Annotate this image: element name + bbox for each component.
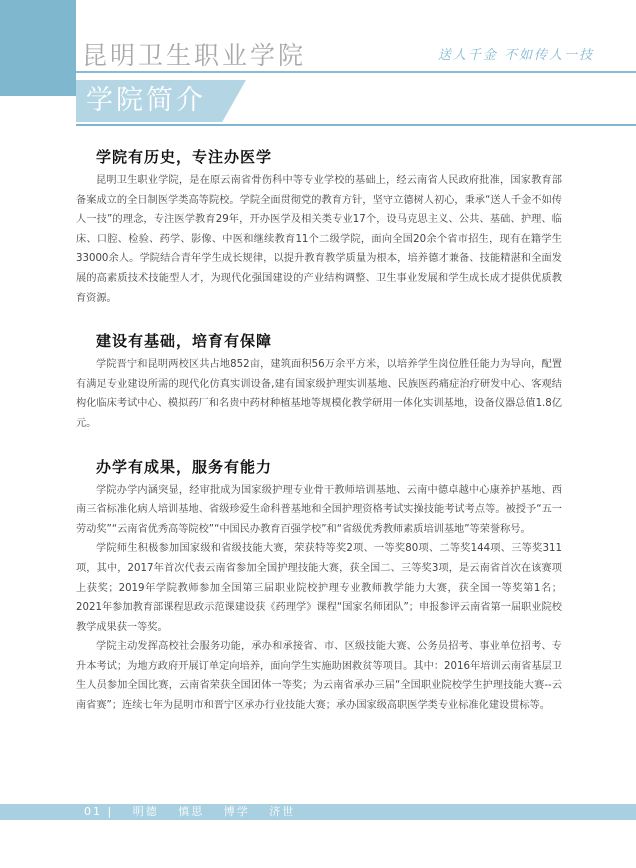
footer-word: 济世 (269, 805, 296, 818)
section-history (76, 146, 562, 308)
section-heading: 学院有历史，专注办医学 (96, 148, 273, 166)
section-facilities (76, 330, 562, 433)
footer-word: 博学 (223, 805, 250, 818)
section-paragraph: 学院主动发挥高校社会服务功能，承办和承接省、市、区级技能大赛、公务员招考、事业单位招考、专升本考试；为地方政府开展订单定向培养，面向学生实施助困救贫等项目。其中：2016年培训云南省基层卫生人员参加全国比赛，云南省荣获全国团体一等奖；为云南省承办三届“全国职业院校学生护理技能大赛--云南省赛”；连续七年为昆明市和晋宁区承办行业技能大赛；承办国家级高职医学类专业标准化建设贯标等。 (76, 641, 562, 712)
footer (84, 804, 309, 820)
section-paragraph: 学院办学内涵突显，经审批成为国家级护理专业骨干教师培训基地、云南中德卓越中心康养护基地、西南三省标准化病人培训基地、省级珍爱生命科普基地和全国护理资格考试实操技能考试考点等。被授予“五一劳动奖”“云南省优秀高等院校”“中国民办教育百强学校”和“省级优秀教师素质培训基地”等荣誉称号。 (76, 484, 562, 535)
section-paragraph: 学院师生积极参加国家级和省级技能大赛，荣获特等奖2项、一等奖80项、二等奖144项、三等奖311项，其中，2017年首次代表云南省参加全国护理技能大赛，获全国二、三等奖3项，是云南省首次在该赛项上获奖；2019年学院教师参加全国第三届职业院校护理专业教师教学能力大赛，获全国一等奖第1名；2021年参加教育部课程思政示范课建设获《药理学》课程“国家名师团队”；申报参评云南省第一届职业院校教学成果获一等奖。 (76, 543, 562, 633)
corner-accent-block (0, 0, 76, 96)
page-title: 学院简介 (86, 85, 206, 116)
section-heading: 办学有成果，服务有能力 (96, 457, 273, 476)
section-paragraph: 昆明卫生职业学院，是在原云南省骨伤科中等专业学校的基础上，经云南省人民政府批准，国家教育部备案成立的全日制医学类高等院校。学院全面贯彻党的教育方针，坚守立德树人初心，秉承“送人千金不如传人一技”的理念，专注医学教育29年，开办医学及相关类专业17个，设马克思主义、公共、基础、护理、临床、口腔、检验、药学、影像、中医和继续教育11个二级学院，面向全国20余个省市招生，现有在籍学生33000余人。学院结合青年学生成长规律，以提升教育教学质量为根本，培养德才兼备、技能精湛和全面发展的高素质技术技能型人才，为现代化强国建设的产业结构调整、卫生事业发展和学生成长成才提供优质教育资源。 (76, 175, 562, 304)
footer-word: 明德 (132, 805, 159, 818)
banner-divider (76, 124, 636, 126)
school-motto: 送人千金 不如传人一技 (437, 48, 594, 63)
main-content (76, 140, 562, 716)
school-name: 昆明卫生职业学院 (82, 41, 307, 70)
section-paragraph: 学院晋宁和昆明两校区共占地852亩，建筑面积56万余平方米，以培养学生岗位胜任能力为导向，配置有满足专业建设所需的现代化仿真实训设备,建有国家级护理实训基地、民族医药痛症治疗研发中心、客观结构化临床考试中心、模拟药厂和名贵中药材种植基地等规模化教学研用一体化实训基地，设备仪器总值1.8亿元。 (76, 359, 562, 429)
section-heading: 建设有基础，培育有保障 (96, 332, 273, 351)
footer-word: 慎思 (178, 805, 205, 818)
header-divider (76, 71, 636, 73)
page-number: 01 | (84, 805, 114, 818)
section-achievements (76, 456, 562, 716)
